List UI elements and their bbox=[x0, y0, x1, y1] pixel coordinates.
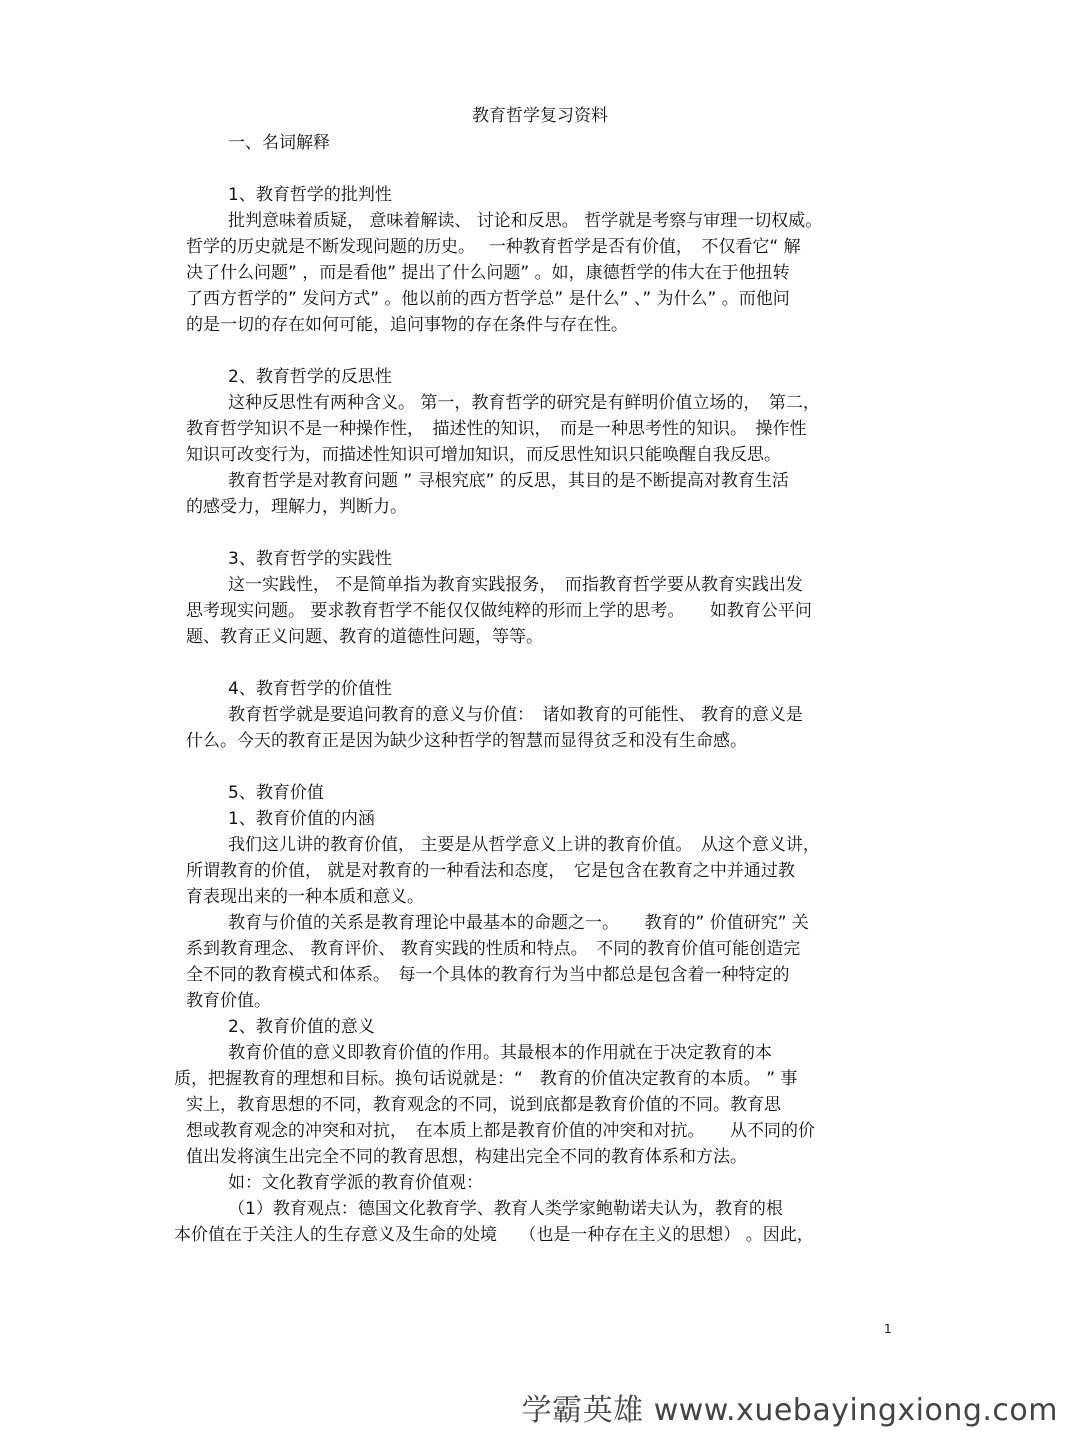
document-title: 教育哲学复习资料 bbox=[472, 106, 608, 126]
paragraph-line: 教育价值。 bbox=[186, 991, 271, 1011]
paragraph-line: 这种反思性有两种含义。 第一，教育哲学的研究是有鲜明价值立场的， 第二， bbox=[228, 393, 820, 413]
term-heading: 5、教育价值 bbox=[228, 783, 324, 803]
paragraph-line: 教育哲学是对教育问题 ” 寻根究底” 的反思，其目的是不断提高对教育生活 bbox=[228, 471, 789, 491]
paragraph-line: 的感受力，理解力，判断力。 bbox=[186, 497, 407, 517]
subsection-heading: 1、教育价值的内涵 bbox=[228, 809, 375, 829]
blank-line bbox=[186, 650, 898, 676]
paragraph-line: 育表现出来的一种本质和意义。 bbox=[186, 887, 424, 907]
term-heading: 4、教育哲学的价值性 bbox=[228, 679, 392, 699]
term-heading: 2、教育哲学的反思性 bbox=[228, 367, 392, 387]
paragraph-line: 决了什么问题” ，而是看他” 提出了什么问题” 。如，康德哲学的伟大在于他扭转 bbox=[186, 263, 790, 283]
paragraph-line: 什么。今天的教育正是因为缺少这种哲学的智慧而显得贫乏和没有生命感。 bbox=[186, 731, 747, 751]
paragraph-line: 值出发将演生出完全不同的教育思想，构建出完全不同的教育体系和方法。 bbox=[186, 1147, 747, 1167]
paragraph-line: 教育哲学就是要追问教育的意义与价值： 诸如教育的可能性、 教育的意义是 bbox=[228, 705, 803, 725]
paragraph-line: 这一实践性， 不是简单指为教育实践报务， 而指教育哲学要从教育实践出发 bbox=[228, 575, 803, 595]
paragraph-line: 教育哲学知识不是一种操作性， 描述性的知识， 而是一种思考性的知识。 操作性 bbox=[186, 419, 807, 439]
paragraph-line: 本价值在于关注人的生存意义及生命的处境 （也是一种存在主义的思想） 。因此， bbox=[174, 1225, 814, 1245]
paragraph-line: 知识可改变行为，而描述性知识可增加知识，而反思性知识只能唤醒自我反思。 bbox=[186, 445, 781, 465]
blank-line bbox=[186, 338, 898, 364]
site-watermark: 学霸英雄 www.xuebayingxiong.com bbox=[521, 1393, 1058, 1428]
paragraph-line: 题、教育正义问题、教育的道德性问题，等等。 bbox=[186, 627, 543, 647]
paragraph-line: 批判意味着质疑， 意味着解读、 讨论和反思。 哲学就是考察与审理一切权威。 bbox=[228, 211, 823, 231]
term-heading: 1、教育哲学的批判性 bbox=[228, 185, 392, 205]
paragraph-line: 系到教育理念、 教育评价、 教育实践的性质和特点。 不同的教育价值可能创造完 bbox=[186, 939, 801, 959]
paragraph-line: 所谓教育的价值， 就是对教育的一种看法和态度， 它是包含在教育之中并通过教 bbox=[186, 861, 795, 881]
subsection-heading: 2、教育价值的意义 bbox=[228, 1017, 375, 1037]
paragraph-line: 我们这儿讲的教育价值， 主要是从哲学意义上讲的教育价值。 从这个意义讲， bbox=[228, 835, 820, 855]
paragraph-line: 了西方哲学的” 发问方式” 。他以前的西方哲学总” 是什么” 、” 为什么” 。而他问 bbox=[186, 289, 790, 309]
blank-line bbox=[186, 156, 898, 182]
term-heading: 3、教育哲学的实践性 bbox=[228, 549, 392, 569]
paragraph-line: 如：文化教育学派的教育价值观： bbox=[228, 1173, 483, 1193]
paragraph-line: 的是一切的存在如何可能，追问事物的存在条件与存在性。 bbox=[186, 315, 628, 335]
section-heading: 一、名词解释 bbox=[228, 133, 330, 153]
paragraph-line: 哲学的历史就是不断发现问题的历史。 一种教育哲学是否有价值， 不仅看它“ 解 bbox=[186, 237, 801, 257]
paragraph-line: 思考现实问题。 要求教育哲学不能仅仅做纯粹的形而上学的思考。 如教育公平问 bbox=[186, 601, 812, 621]
paragraph-line: （1）教育观点：德国文化教育学、教育人类学家鲍勒诺夫认为，教育的根 bbox=[228, 1199, 783, 1219]
paragraph-line: 教育价值的意义即教育价值的作用。其最根本的作用就在于决定教育的本 bbox=[228, 1043, 772, 1063]
blank-line bbox=[186, 754, 898, 780]
paragraph-line: 质，把握教育的理想和目标。换句话说就是：“ 教育的价值决定教育的本质。 ” 事 bbox=[174, 1069, 798, 1089]
blank-line bbox=[186, 520, 898, 546]
paragraph-line: 教育与价值的关系是教育理论中最基本的命题之一。 教育的” 价值研究” 关 bbox=[228, 913, 809, 933]
paragraph-line: 全不同的教育模式和体系。 每一个具体的教育行为当中都总是包含着一种特定的 bbox=[186, 965, 790, 985]
document-body bbox=[174, 130, 898, 1248]
paragraph-line: 实上，教育思想的不同，教育观念的不同，说到底都是教育价值的不同。教育思 bbox=[186, 1095, 781, 1115]
page-number: 1 bbox=[884, 1322, 892, 1336]
paragraph-line: 想或教育观念的冲突和对抗， 在本质上都是教育价值的冲突和对抗。 从不同的价 bbox=[186, 1121, 815, 1141]
